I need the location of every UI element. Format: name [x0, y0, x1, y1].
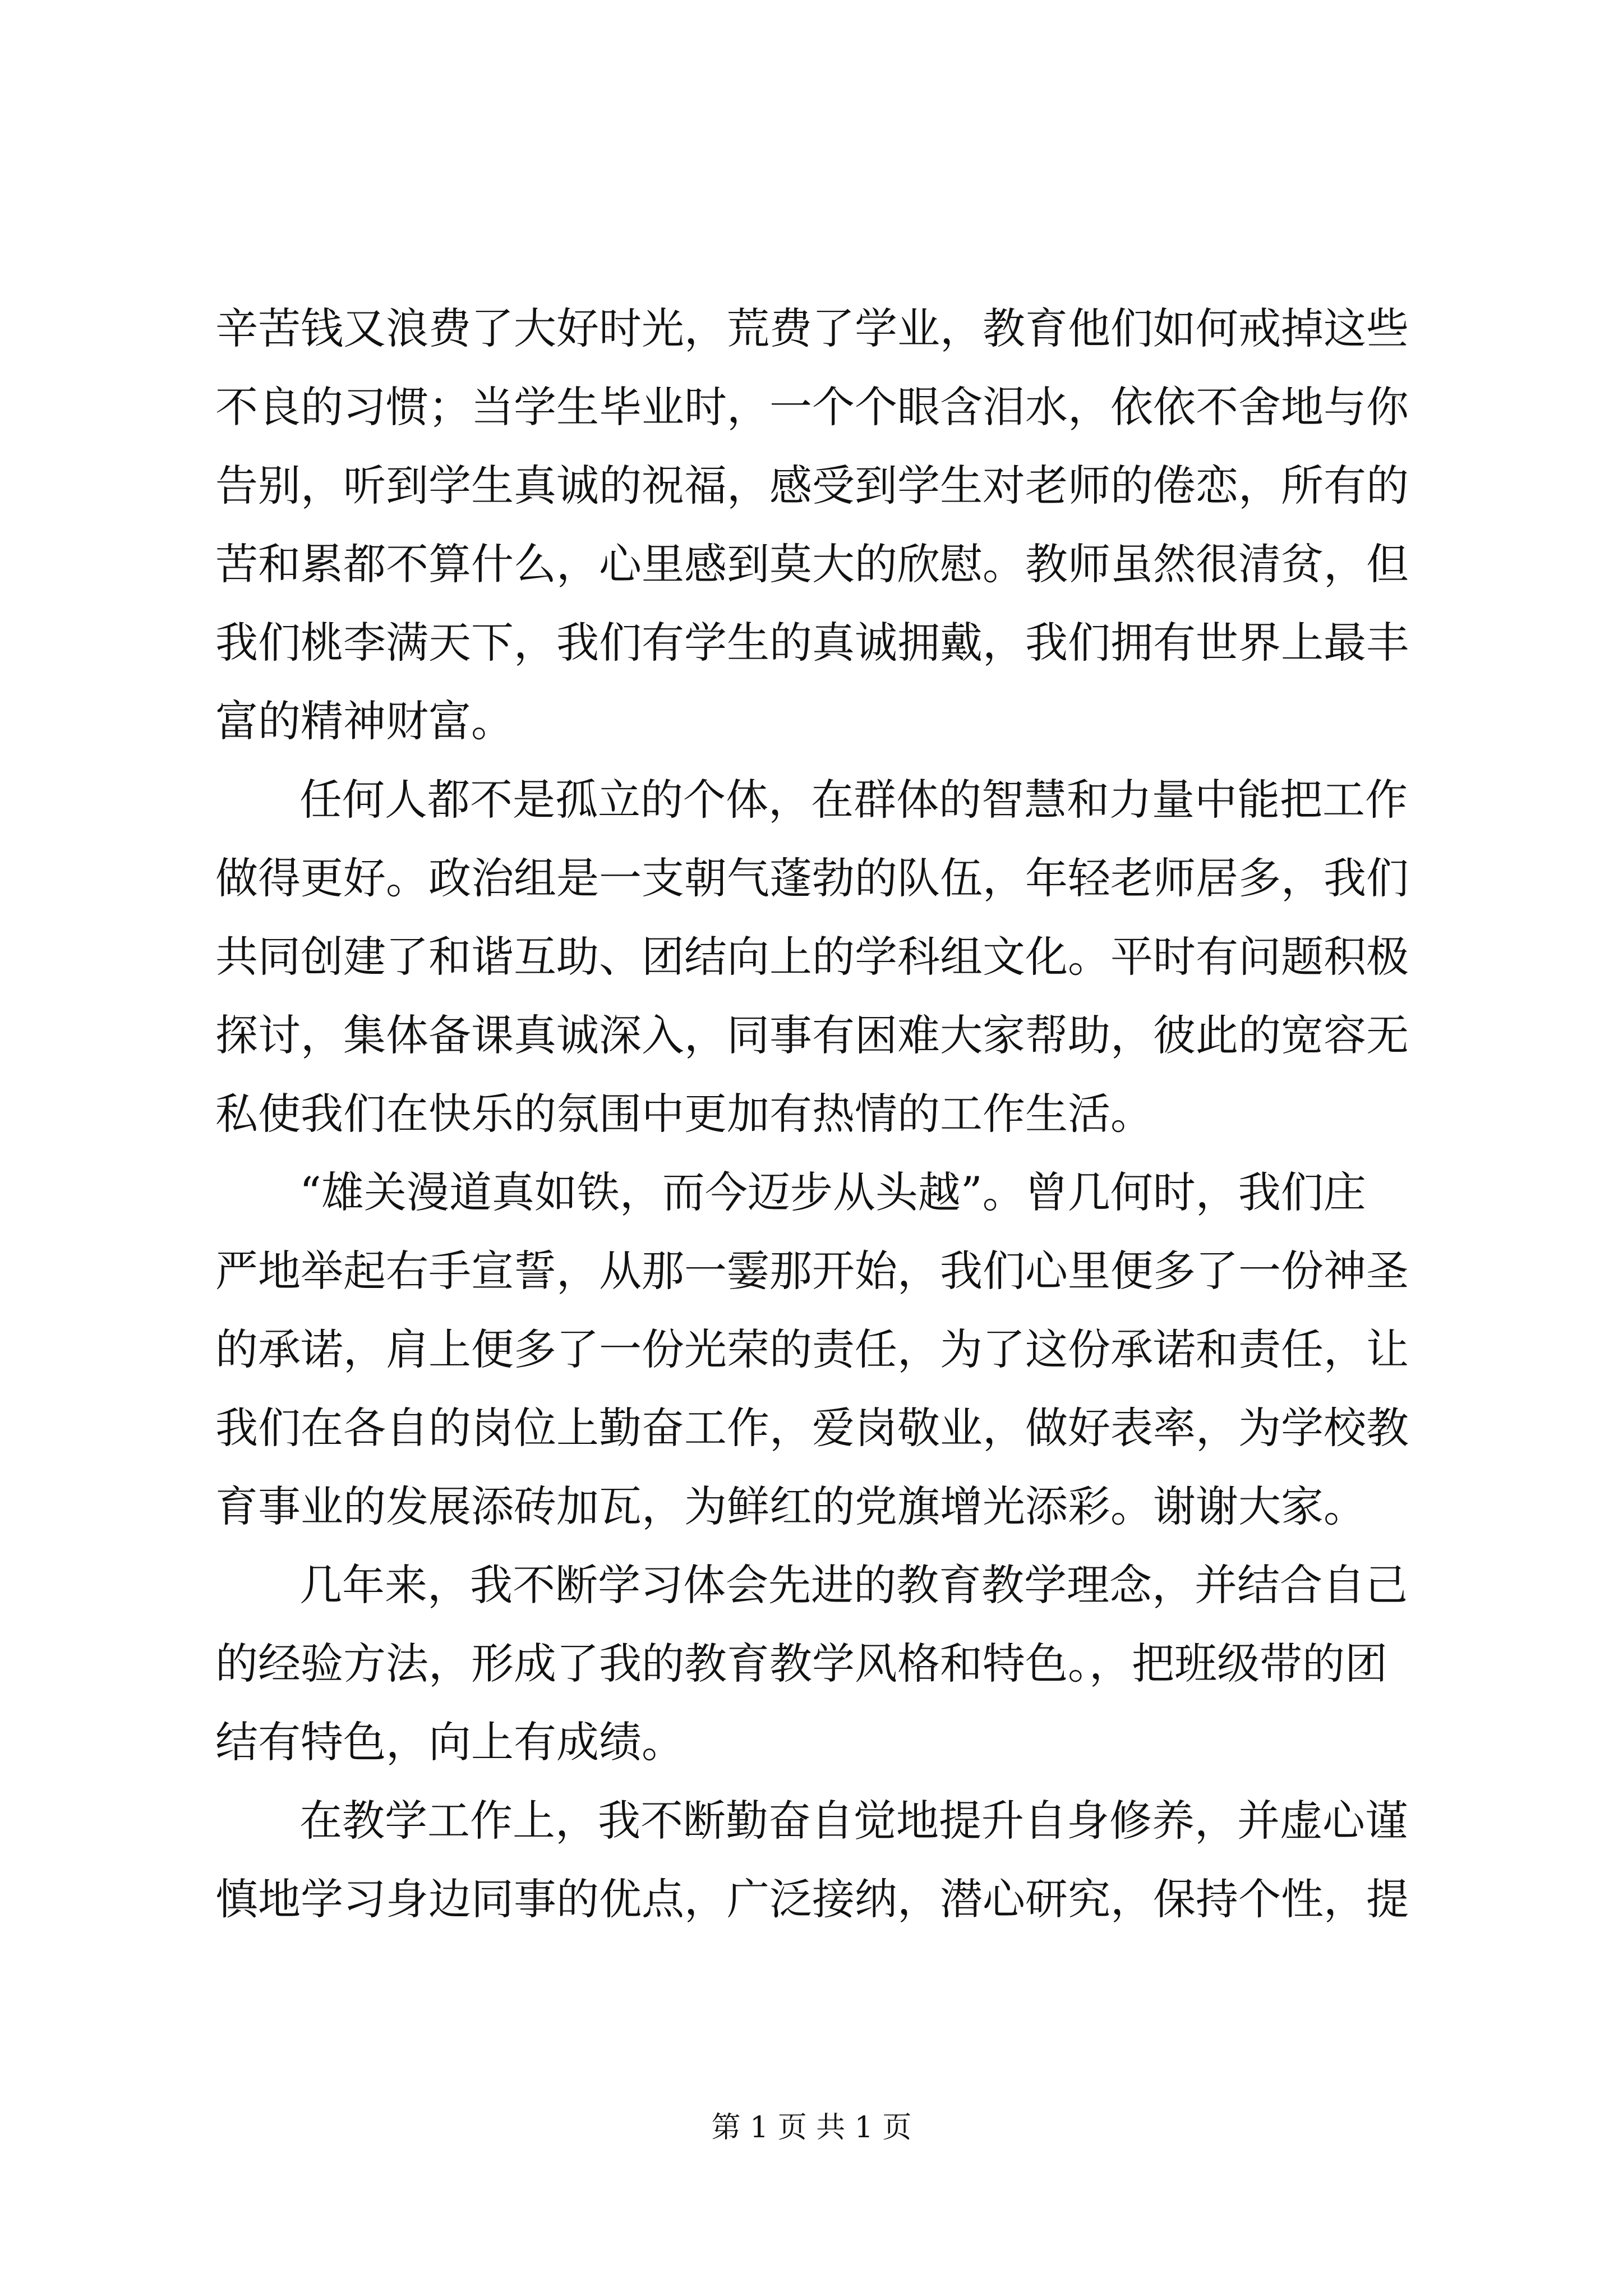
body-text-line: 的经验方法，形成了我的教育教学风格和特色。，把班级带的团: [215, 1639, 1387, 1688]
paragraph-first-line: 任何人都不是孤立的个体，在群体的智慧和力量中能把工作: [299, 775, 1408, 825]
body-text-line: 探讨，集体备课真诚深入，同事有困难大家帮助，彼此的宽容无: [215, 1010, 1409, 1060]
body-text-line: 我们桃李满天下，我们有学生的真诚拥戴，我们拥有世界上最丰: [215, 618, 1409, 668]
body-text-line: 的承诺，肩上便多了一份光荣的责任，为了这份承诺和责任，让: [215, 1324, 1409, 1374]
body-text-line: 严地举起右手宣誓，从那一霎那开始，我们心里便多了一份神圣: [215, 1246, 1409, 1296]
page-footer: 第 1 页 共 1 页: [711, 2111, 912, 2145]
body-text-line: 育事业的发展添砖加瓦，为鲜红的党旗增光添彩。谢谢大家。: [215, 1481, 1366, 1531]
body-text-line: 结有特色，向上有成绩。: [215, 1717, 684, 1767]
body-text-line: 做得更好。政治组是一支朝气蓬勃的队伍，年轻老师居多，我们: [215, 853, 1409, 903]
body-text-line: 告别，听到学生真诚的祝福，感受到学生对老师的倦恋，所有的: [215, 461, 1409, 510]
body-text-line: 慎地学习身边同事的优点，广泛接纳，潜心研究，保持个性，提: [215, 1874, 1409, 1924]
body-text-line: 私使我们在快乐的氛围中更加有热情的工作生活。: [215, 1089, 1153, 1139]
body-text-line: 不良的习惯；当学生毕业时，一个个眼含泪水，依依不舍地与你: [215, 382, 1409, 432]
paragraph-first-line: “雄关漫道真如铁，而今迈步从头越”。曾几何时，我们庄: [299, 1167, 1366, 1217]
body-text-line: 我们在各自的岗位上勤奋工作，爱岗敬业，做好表率，为学校教: [215, 1403, 1409, 1453]
body-text-line: 富的精神财富。: [215, 696, 514, 746]
body-text-line: 苦和累都不算什么，心里感到莫大的欣慰。教师虽然很清贫，但: [215, 539, 1409, 589]
paragraph-first-line: 在教学工作上，我不断勤奋自觉地提升自身修养，并虚心谨: [299, 1796, 1408, 1846]
paragraph-first-line: 几年来，我不断学习体会先进的教育教学理念，并结合自己: [299, 1560, 1408, 1610]
body-text-line: 共同创建了和谐互助、团结向上的学科组文化。平时有问题积极: [215, 932, 1409, 982]
body-text-line: 辛苦钱又浪费了大好时光，荒费了学业，教育他们如何戒掉这些: [215, 303, 1409, 353]
